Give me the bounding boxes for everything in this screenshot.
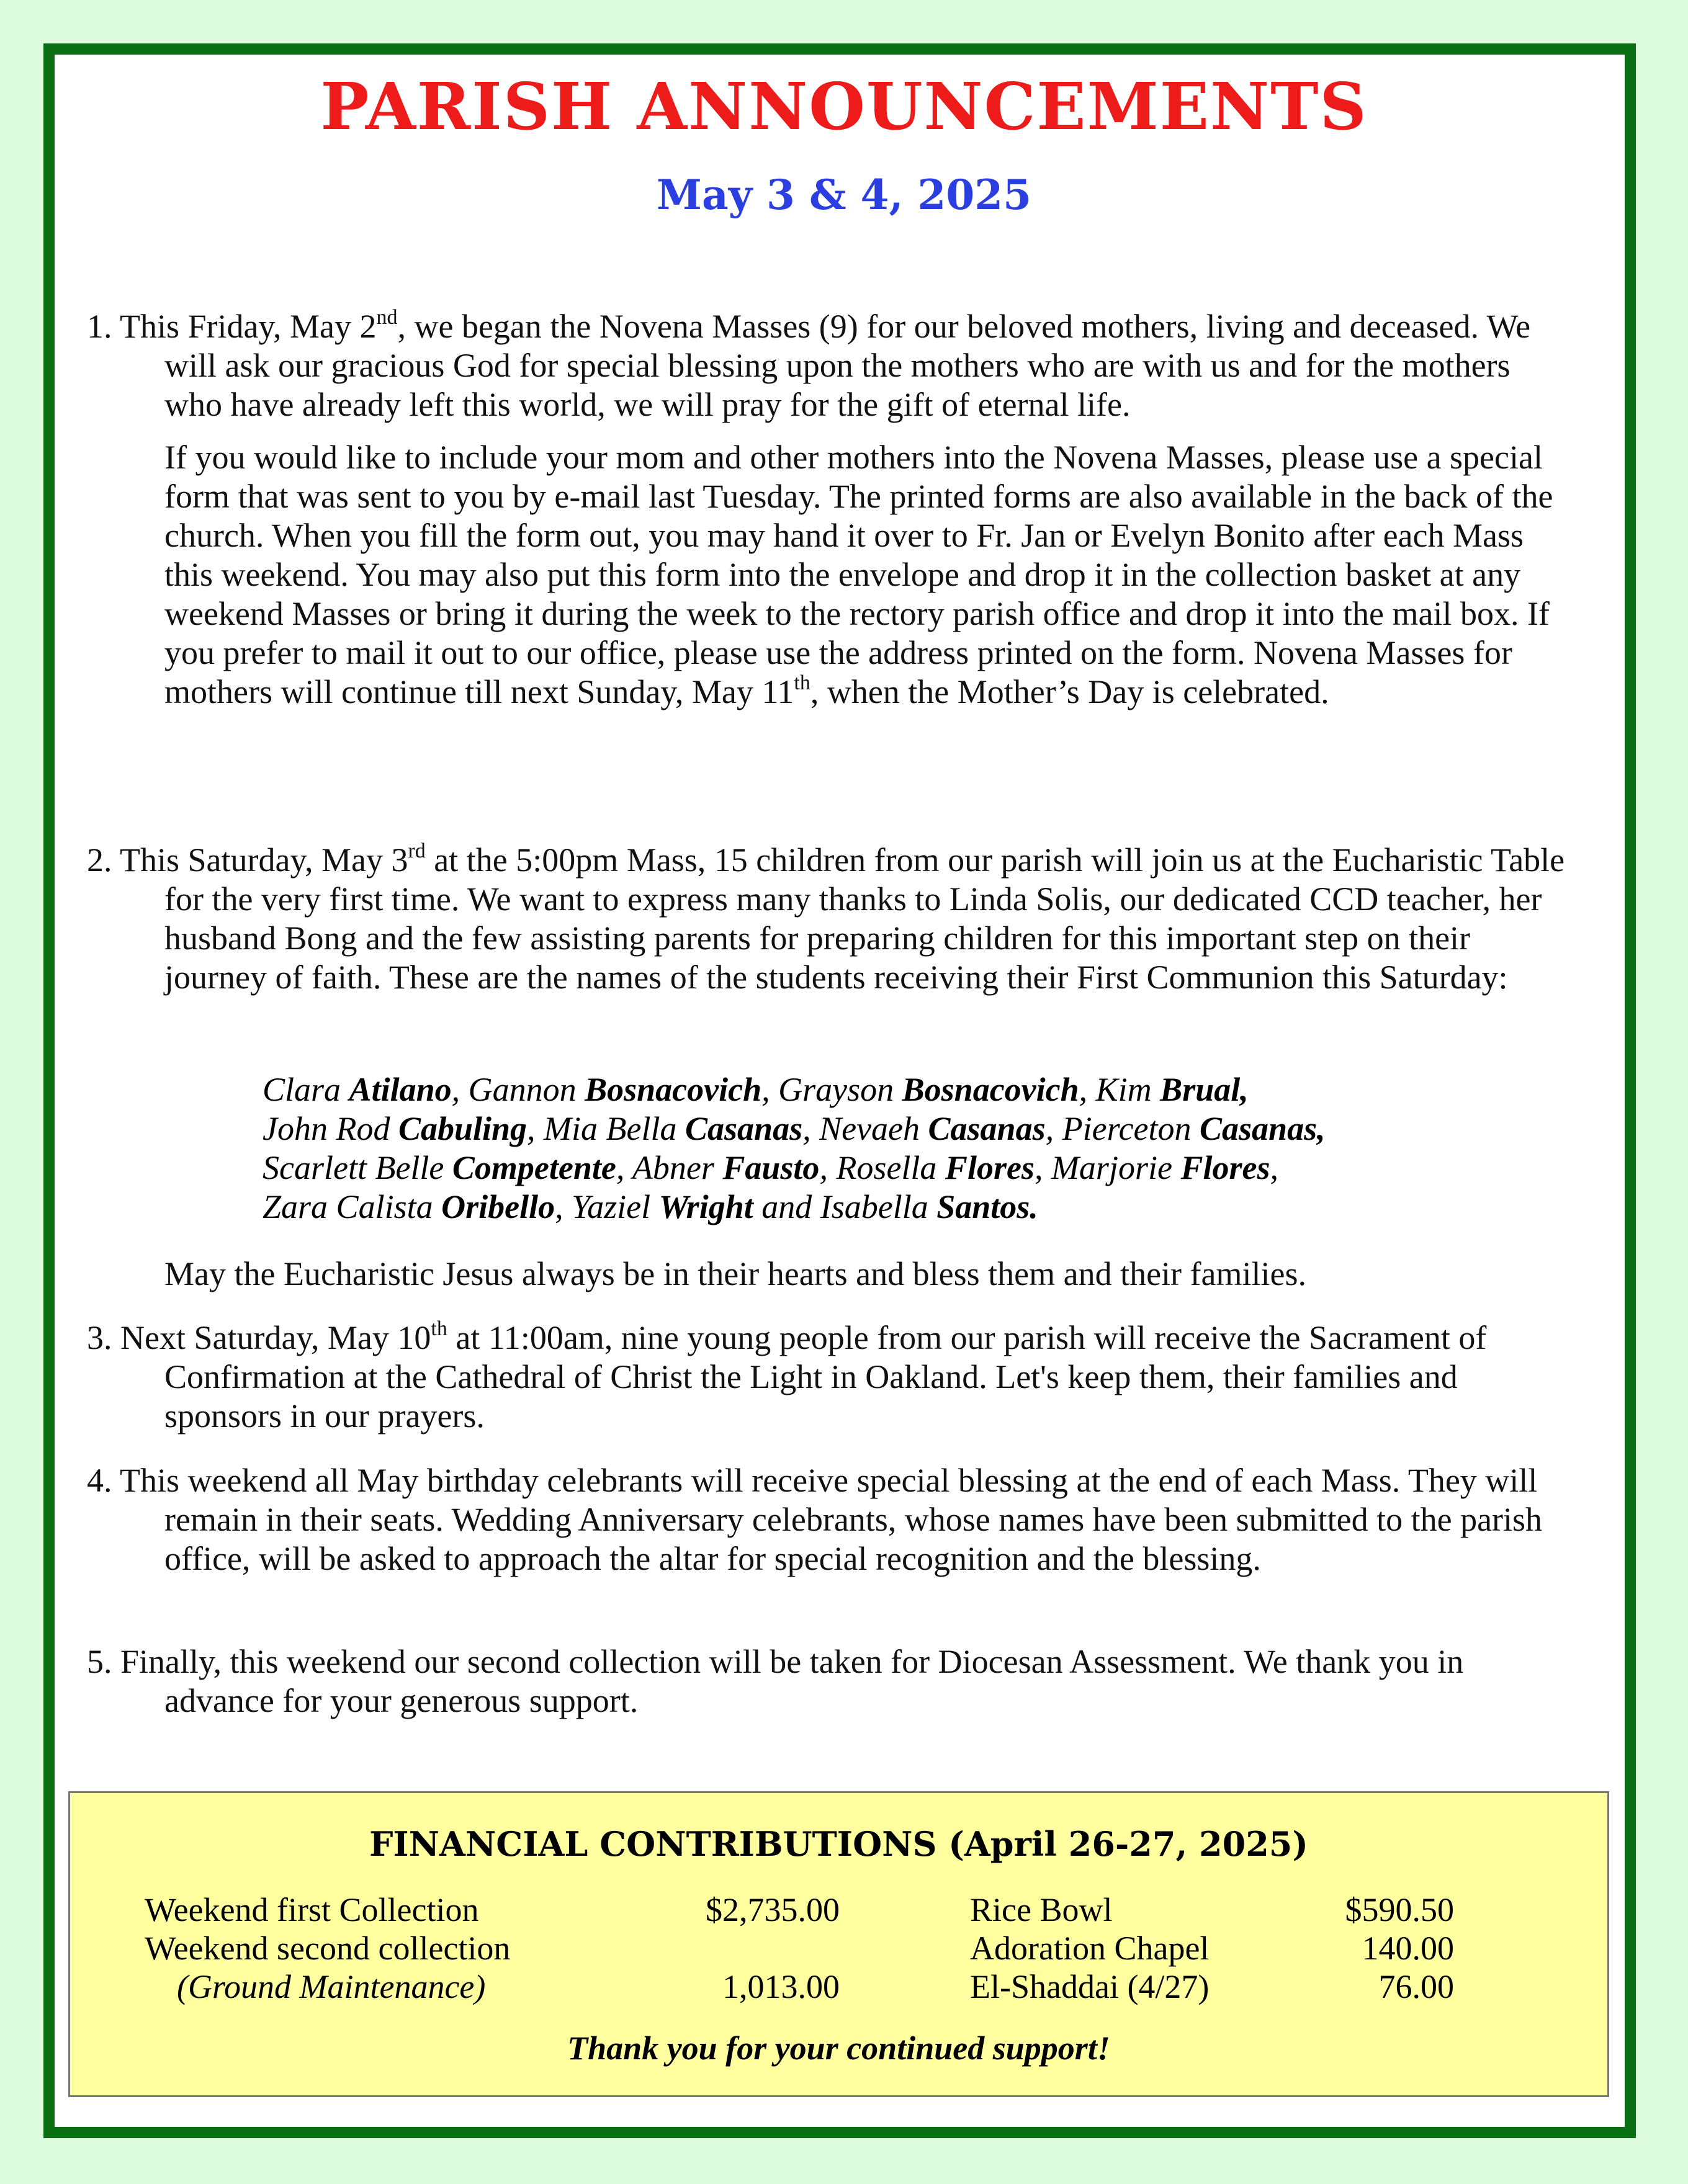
bulletin-date: May 3 & 4, 2025 — [656, 171, 1032, 219]
page-title: PARISH ANNOUNCEMENTS — [320, 68, 1368, 145]
fin-left-label-1: Weekend first Collection — [145, 1891, 479, 1928]
fin-left-label-2: Weekend second collection — [145, 1930, 511, 1967]
fin-right-amount-3: 76.00 — [1378, 1968, 1454, 2005]
announcement-5 — [87, 1642, 1570, 1721]
announcement-2 — [87, 841, 1570, 997]
fin-left-label-3: (Ground Maintenance) — [177, 1968, 486, 2005]
announcement-3-text: 3. Next Saturday, May 10th at 11:00am, nine young people from our parish will receive the Sacrament of Confirmation at the Cathedral of Christ the Light in Oakland. Let's keep them, their families and sponsors in our prayers. — [87, 1317, 1487, 1434]
announcement-3 — [87, 1318, 1570, 1436]
announcement-2-text: 2. This Saturday, May 3rd at the 5:00pm Mass, 15 children from our parish will join us at the Eucharistic Table for the very first time. We want to express many thanks to Linda Solis, our dedicated CCD teacher, her husband Bong and the few assisting parents for preparing children for this important step on their journey of faith. These are the names of the students receiving their First Communion this Saturday: — [87, 839, 1565, 996]
fin-right-label-1: Rice Bowl — [970, 1891, 1113, 1928]
names-line-3: Scarlett Belle Competente, Abner Fausto, Rosella Flores, Marjorie Flores, — [263, 1149, 1278, 1186]
announcement-4-text: 4. This weekend all May birthday celebrants will receive special blessing at the end of each Mass. They will remain in their seats. Wedding Anniversary celebrants, whose names have been submitted to the parish office, will be asked to approach the altar for special recognition and the blessing. — [87, 1462, 1543, 1577]
names-line-2: John Rod Cabuling, Mia Bella Casanas, Nevaeh Casanas, Pierceton Casanas, — [263, 1110, 1326, 1147]
names-line-1: Clara Atilano, Gannon Bosnacovich, Grayson Bosnacovich, Kim Brual, — [263, 1071, 1249, 1108]
financial-title: FINANCIAL CONTRIBUTIONS (April 26-27, 2025) — [369, 1824, 1308, 1864]
financial-contributions-box — [68, 1791, 1609, 2097]
announcement-5-text: 5. Finally, this weekend our second collection will be taken for Diocesan Assessment. We thank you in advance for your generous support. — [87, 1643, 1464, 1719]
announcement-2-closing — [87, 1255, 1570, 1294]
communicant-names — [263, 1070, 1566, 1227]
fin-right-label-3: El-Shaddai (4/27) — [970, 1968, 1210, 2005]
fin-left-amount-3: 1,013.00 — [722, 1968, 840, 2005]
announcement-1 — [87, 307, 1570, 712]
names-line-4: Zara Calista Oribello, Yaziel Wright and Isabella Santos. — [263, 1188, 1038, 1225]
announcement-4 — [87, 1461, 1570, 1578]
fin-right-label-2: Adoration Chapel — [970, 1930, 1210, 1967]
fin-right-amount-1: $590.50 — [1345, 1891, 1454, 1928]
announcement-1-para-2: If you would like to include your mom and other mothers into the Novena Masses, please use a special form that was sent to you by e-mail last Tuesday. The printed forms are also available in the back of the church. When you fill the form out, you may hand it over to Fr. Jan or Evelyn Bonito after each Mass this weekend. You may also put this form into the envelope and drop it in the collection basket at any weekend Masses or bring it during the week to the rectory parish office and drop it into the mail box. If you prefer to mail it out to our office, please use the address printed on the form. Novena Masses for mothers will continue till next Sunday, May 11th, when the Mother’s Day is celebrated. — [164, 439, 1553, 710]
fin-right-amount-2: 140.00 — [1362, 1930, 1454, 1967]
fin-left-amount-1: $2,735.00 — [706, 1891, 840, 1928]
closing-text: May the Eucharistic Jesus always be in their hearts and bless them and their families. — [164, 1255, 1306, 1292]
thank-you-note: Thank you for your continued support! — [567, 2030, 1110, 2067]
announcement-1-text: 1. This Friday, May 2nd, we began the Novena Masses (9) for our beloved mothers, living and deceased. We will ask our gracious God for special blessing upon the mothers who are with us and for the mothers who have already left this world, we will pray for the gift of eternal life. — [87, 306, 1531, 423]
